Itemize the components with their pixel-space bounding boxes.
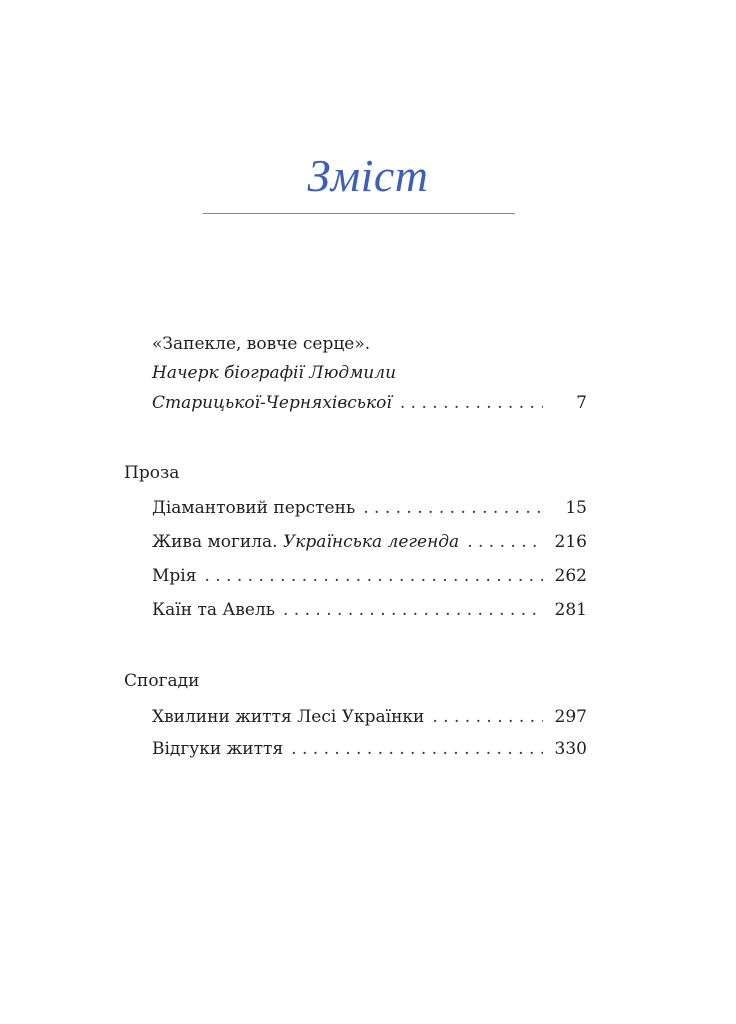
dot-leader (432, 703, 543, 731)
dot-leader (283, 596, 543, 624)
toc-page-number: 262 (554, 566, 587, 586)
toc-page-number: 7 (576, 393, 587, 413)
toc-entry[interactable] (152, 735, 587, 763)
toc-page-number: 15 (565, 498, 587, 518)
toc-entry[interactable] (152, 562, 587, 590)
toc-page-number: 330 (554, 739, 587, 759)
toc-entry[interactable] (152, 528, 587, 556)
toc-entry-title: Старицької-Черняхівської (152, 393, 392, 413)
dot-leader (400, 389, 543, 417)
toc-page-number: 216 (554, 532, 587, 552)
toc-entry[interactable] (152, 596, 587, 624)
toc-page-number: 281 (554, 600, 587, 620)
toc-entry-title: Каїн та Авель (152, 600, 275, 620)
section-heading-memoirs: Спогади (124, 671, 200, 691)
toc-page-number: 297 (554, 707, 587, 727)
toc-entry-title: Відгуки життя (152, 739, 284, 759)
toc-entry[interactable] (152, 703, 587, 731)
page-title: Зміст (307, 150, 429, 201)
dot-leader (291, 735, 543, 763)
toc-entry-intro[interactable] (152, 389, 587, 417)
section-heading-prose: Проза (124, 463, 180, 483)
toc-entry-title: Мрія (152, 566, 197, 586)
dot-leader (363, 494, 543, 522)
intro-title-line: «Запекле, вовче серце». (152, 334, 371, 354)
dot-leader (467, 528, 543, 556)
toc-entry-subtitle: Українська легенда (282, 532, 460, 552)
dot-leader (204, 562, 543, 590)
intro-subtitle-line: Начерк біографії Людмили (152, 363, 397, 383)
toc-entry-title: Діамантовий перстень (152, 498, 356, 518)
toc-entry[interactable] (152, 494, 587, 522)
toc-entry-title: Хвилини життя Лесі Українки (152, 707, 425, 727)
toc-entry-title: Жива могила. Українська легенда (152, 532, 460, 552)
